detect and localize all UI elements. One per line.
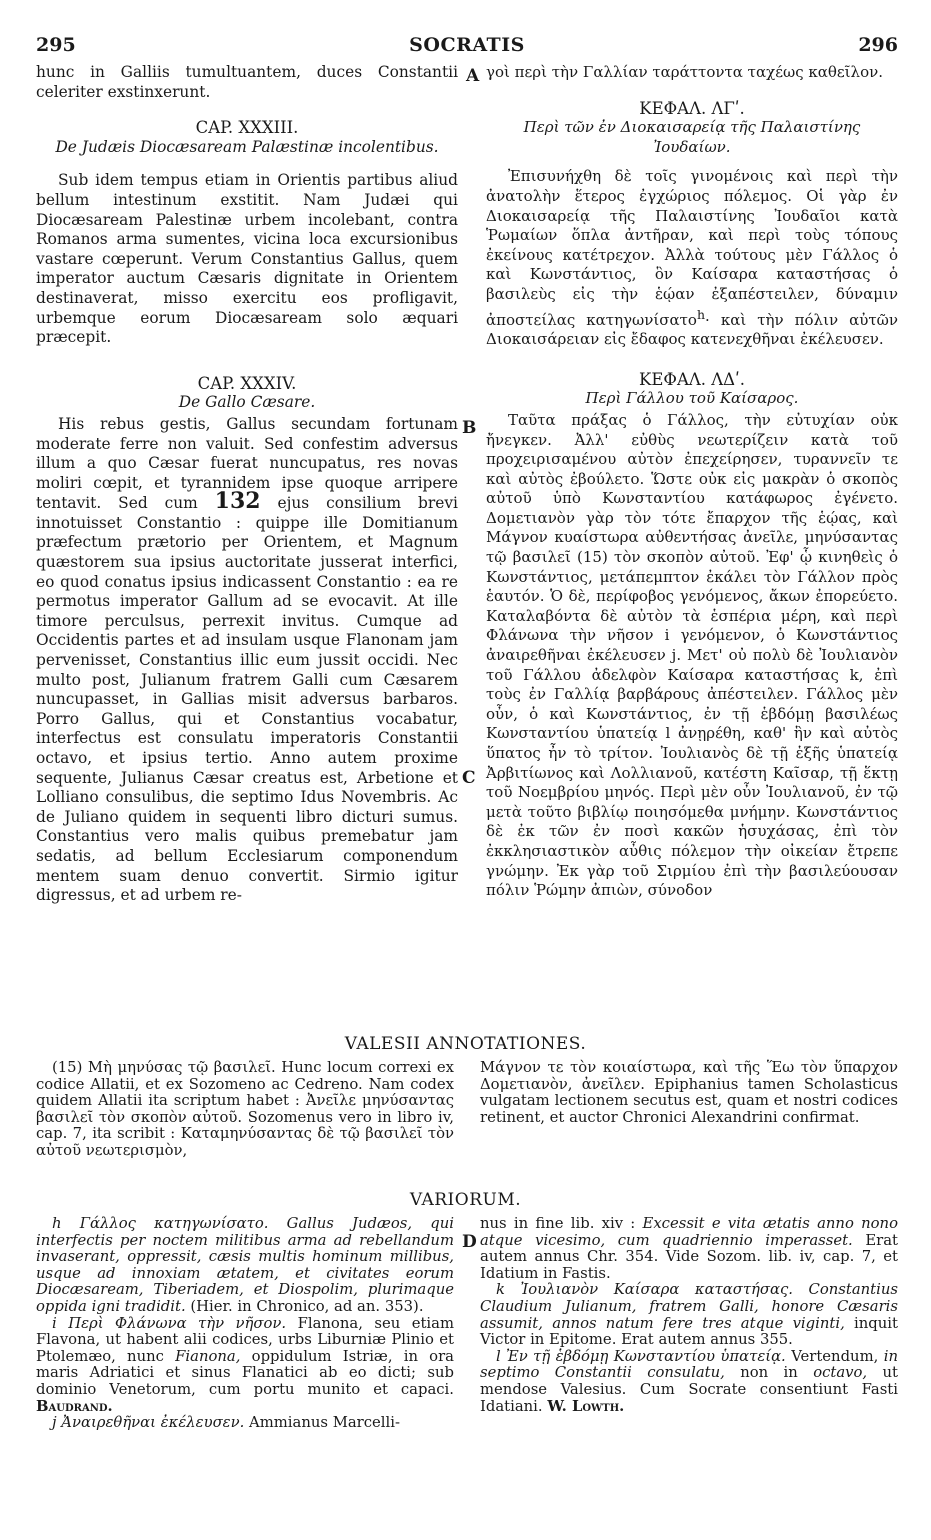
note-k-head: k Ἰουλιανὸν Καίσαρα καταστήσας. (496, 1281, 793, 1299)
greek-cap33-text (486, 167, 898, 349)
note-k (480, 1282, 898, 1348)
greek-cap34-subtitle: Περὶ Γάλλου τοῦ Καίσαρος. (585, 389, 799, 408)
note-i-author: Baudrand. (36, 1397, 113, 1415)
note-d-text2: Erat autem annus Chr. 354. Vide Sozom. lib. iv, cap. 7, et Idatium in Fastis. (480, 1231, 898, 1282)
greek-intro: γοὶ περὶ τὴν Γαλλίαν ταράττοντα ταχέως καθεῖλον. (486, 63, 883, 81)
valesii-right-text: Μάγνον τε τὸν κοιαίστωρα, καὶ τῆς Ἕω τὸν ὕπαρχον Δομετιανὸν, ἀνεῖλεν. Epiphanius tamen Scholasticus vulgatam lectionem secutus est, quam et nostri codices retinent, et auctor Chronici Alexandrini confirmat. (480, 1059, 898, 1126)
note-l-text: Vertendum, (791, 1347, 879, 1365)
greek-cap33-subtitle: Περὶ τῶν ἐν Διοκαισαρείᾳ τῆς Παλαιστίνης Ἰουδαίων. (523, 118, 861, 156)
note-i-text: Flanona, seu etiam Flavona, ut habent alii codices, urbs Liburniæ Plinio et Ptolemæo, nunc (36, 1314, 454, 1365)
latin-cap34-title: CAP. XXXIV. (197, 373, 297, 393)
page-number-right: 296 (858, 34, 898, 56)
latin-cap33-subtitle: De Judæis Diocæsaream Palæstinæ incolentibus. (55, 137, 439, 156)
note-k-ital: Constantius Claudium Julianum, fratrem Galli, honore Cæsaris assumit, annos natum fere tres atque viginti, (480, 1281, 898, 1332)
note-h-text: Gallus Judæos, qui interfectis per noctem militibus arma ad rebellandum invaserant, oppressit, cæsis multis hominum millibus, usque ad innoxiam ætatem, et civitates eorum Diocæsaream, Tiberiadem, et Diospolim, plurimaque oppida igni tradidit. (36, 1215, 454, 1315)
latin-cap34-text-a: His rebus gestis, Gallus secundam fortunam moderate ferre non valuit. Sed confestim adversus illum a quo Cæsar fuerat nuncupatus, res novas moliri cœpit, et tyrannidem ipse quoque arripere tentavit. Sed cum (36, 414, 458, 513)
note-i-head: i Περὶ Φλάνωνα τὴν νῆσον. (52, 1314, 287, 1332)
page-header (36, 34, 898, 60)
note-j-head: j Ἀναιρεθῆναι ἐκέλευσεν. (52, 1414, 245, 1432)
greek-cap33-text-b: · καὶ τὴν πόλιν αὐτῶν Διοκαισάρειαν εἰς ἔδαφος κατενεχθῆναι ἐκέλευσεν. (486, 310, 898, 349)
greek-cap34-title: ΚΕΦΑΛ. ΛΔʹ. (639, 369, 745, 389)
note-l-head: l Ἐν τῇ ἑβδόμῃ Κωνσταντίου ὑπατείᾳ. (496, 1347, 786, 1365)
variorum-right (480, 1216, 898, 1415)
note-k-text: inquit Victor in Epitome. Erat autem annus 355. (480, 1314, 898, 1349)
greek-cap33-text-a: Ἐπισυνήχθη δὲ τοῖς γινομένοις καὶ περὶ τὴν ἀνατολὴν ἕτερος ἐγχώριος πόλεμος. Οἱ γὰρ ἐν Διοκαισαρείᾳ τῆς Παλαιστίνης Ἰουδαῖοι κατὰ Ῥωμαίων ὅπλα ἀντῆραν, καὶ περὶ τοὺς τόπους ἐκείνους κατέτρεχον. Ἀλλὰ τούτους μὲν Γάλλος ὁ καὶ Κωνστάντιος, ὃν Καίσαρα καταστήσας ὁ βασιλεὺς εἰς τὴν ἑῴαν ἐξαπέστειλεν, δύναμιν ἀποστείλας κατηγωνίσατο (486, 167, 898, 329)
latin-column (36, 63, 458, 906)
note-l-ital2: octavo, (813, 1364, 868, 1382)
note-h-tail: (Hier. in Chronico, ad an. 353). (190, 1297, 424, 1315)
margin-marker-d: D (462, 1232, 477, 1252)
note-i-ital: Fianona, (175, 1347, 241, 1365)
note-l-text3: ut mendose Valesius. Cum Socrate consentiunt Fasti Idatiani. (480, 1364, 898, 1415)
latin-cap34-text-b: ejus consilium brevi innotuisset Constantio : quippe ille Domitianum præfectum prætorio per Orientem, et Magnum quæstorem sua ipsius auctoritate jusserat interfici, eo quod conatus ipsius indicassent Constantio : ea re permotus imperator Gallum ad se evocavit. At ille timore perculsus, perrexit invitus. Cumque ad Occidentis partes et ad insulam usque Flanonam jam pervenisset, Constantius illic eum jussit occidi. Nec multo post, Julianum fratrem Galli cum Cæsarem nuncupasset, in Gallias misit adversus barbaros. Porro Gallus, qui et Constantius vocabatur, interfectus est consulatu imperatoris Constantii octavo, et ipsius tertio. Anno autem proxime sequente, Julianus Cæsar creatus est, Arbetione et Lolliano consulibus, die septimo Idus Novembris. Ac de Juliano quidem in sequenti libro dicturi sumus. Constantius vero malis quibus premebatur jam sedatis, ad bellum Ecclesiarum componendum mentem suam denuo convertit. Sirmio igitur digressus, et ad urbem re- (36, 494, 458, 905)
note-l-ital: in septimo Constantii consulatu, (480, 1347, 898, 1382)
note-i (36, 1316, 454, 1416)
valesii-right (480, 1060, 898, 1126)
variorum-title: VARIORUM. (409, 1190, 522, 1210)
valesii-title: VALESII ANNOTATIONES. (344, 1034, 587, 1054)
variorum-left (36, 1216, 454, 1432)
valesii-left-text: (15) Μὴ μηνύσας τῷ βασιλεῖ. Hunc locum correxi ex codice Allatii, et ex Sozomeno ac Cedreno. Nam codex quidem Allatii ita scriptum habet : Ἀνεῖλε μηνύσαντας βασιλεῖ τὸν σκοπὸν αὐτοῦ. Sozomenus vero in libro iv, cap. 7, ita scribit : Καταμηνύσαντας δὲ τῷ βασιλεῖ τὸν αὐτοῦ νεωτερισμὸν, (36, 1059, 454, 1159)
note-j (36, 1415, 454, 1432)
note-l (480, 1349, 898, 1415)
note-j-text: Ammianus Marcelli- (249, 1414, 400, 1432)
page-number-left: 295 (36, 34, 76, 56)
running-title: SOCRATIS (409, 34, 525, 56)
note-i-text2: oppidulum Istriæ, in ora maris Adriatici et sinus Flanatici ab eo dicti; sub dominio Venetorum, cum portu munito et capaci. (36, 1347, 454, 1398)
latin-cap33-title: CAP. XXXIII. (195, 118, 299, 138)
note-d-ital: Excessit e vita ætatis anno nono atque vicesimo, cum quadriennio imperasset. (480, 1215, 898, 1249)
greek-cap33-title: ΚΕΦΑΛ. ΛΓʹ. (639, 98, 745, 118)
latin-cap34-text (36, 415, 458, 906)
latin-cap34-subtitle: De Gallo Cæsare. (178, 393, 316, 412)
note-l-text2: non in (740, 1364, 798, 1382)
note-d-text: nus in fine lib. xiv : (480, 1215, 636, 1232)
latin-intro: hunc in Galliis tumultuantem, duces Constantii celeriter exstinxerunt. (36, 63, 458, 101)
column-number: 132 (214, 488, 261, 515)
note-j-continued (480, 1216, 898, 1282)
note-l-author: W. Lowth. (547, 1397, 625, 1415)
note-h (36, 1216, 454, 1316)
margin-marker-a: A (466, 66, 480, 86)
note-h-head: h Γάλλος κατηγωνίσατο. (52, 1215, 269, 1232)
margin-marker-b: B (462, 418, 477, 438)
greek-cap34-text: Ταῦτα πράξας ὁ Γάλλος, τὴν εὐτυχίαν οὐκ ἤνεγκεν. Ἀλλ' εὐθὺς νεωτερίζειν κατὰ τοῦ προχειρισαμένου αὐτὸν ἐπεχείρησεν, τυραννεῖν τε καὶ αὐτὸς ἐβούλετο. Ὥστε οὐκ εἰς μακρὰν ὁ σκοπὸς αὐτοῦ ὑπὸ Κωνσταντίου κατάφωρος ἐγένετο. Δομετιανὸν γὰρ τὸν τότε ἔπαρχον τῆς ἑῴας, καὶ Μάγνον κυαίστωρα αὐθεντήσας ἀνεῖλε, μηνύσαντας τῷ βασιλεῖ (15) τὸν σκοπὸν αὐτοῦ. Ἐφ' ᾧ κινηθεὶς ὁ Κωνστάντιος, μετάπεμπτον ἐκάλει τὸν Γάλλον πρὸς ἑαυτόν. Ὁ δὲ, περίφοβος γενόμενος, ἄκων ἐπορεύετο. Καταλαβόντα δὲ αὐτὸν τὰ ἑσπέρια μέρη, καὶ περὶ Φλάνωνα τὴν νῆσον i γενόμενον, ὁ Κωνστάντιος ἀναιρεθῆναι ἐκέλευσεν j. Μετ' οὐ πολὺ δὲ Ἰουλιανὸν τοῦ Γάλλου ἀδελφὸν Καίσαρα καταστήσας k, ἐπὶ τοὺς ἐν Γαλλίᾳ βαρβάρους ἀπέστειλεν. Γάλλος μὲν οὖν, ὁ καὶ Κωνστάντιος, ἐν τῇ ἑβδόμῃ βασιλέως Κωνσταντίου ὑπατείᾳ l ἀνῃρέθη, καθ' ἣν καὶ αὐτὸς ὕπατος ἦν τὸ τρίτον. Ἰουλιανὸς δὲ τῇ ἑξῆς ὑπατείᾳ Ἀρβιτίωνος καὶ Λολλιανοῦ, κατέστη Καῖσαρ, τῇ ἕκτῃ τοῦ Νοεμβρίου μηνός. Περὶ μὲν οὖν Ἰουλιανοῦ, ἐν τῷ μετὰ τοῦτο βιβλίῳ ποιησόμεθα μνήμην. Κωνστάντιος δὲ ἐκ τῶν ἐν ποσὶ κακῶν ἡσυχάσας, ἐπὶ τὸν ἐκκλησιαστικὸν αὖθις πόλεμον τὴν οἰκείαν ἔτρεπε γνώμην. Ἐκ γὰρ τοῦ Σιρμίου ἐπὶ τὴν βασιλεύουσαν πόλιν Ῥώμην ἀπιὼν, σύνοδον (486, 410, 898, 900)
margin-marker-c: C (462, 768, 476, 788)
valesii-left (36, 1060, 454, 1160)
greek-column (486, 63, 898, 901)
footnote-ref-h: h (696, 306, 706, 322)
latin-cap33-text: Sub idem tempus etiam in Orientis partibus aliud bellum intestinum exstitit. Nam Judæi qui Diocæsaream Palestinæ urbem incolebant, contra Romanos arma sumentes, vicina loca excursionibus vastare cœperunt. Verum Constantius Gallus, quem imperator auctum Cæsaris dignitate in Orientem destinaverat, misso exercitu eos profligavit, urbemque eorum Diocæsaream solo æquari præcepit. (36, 171, 458, 347)
